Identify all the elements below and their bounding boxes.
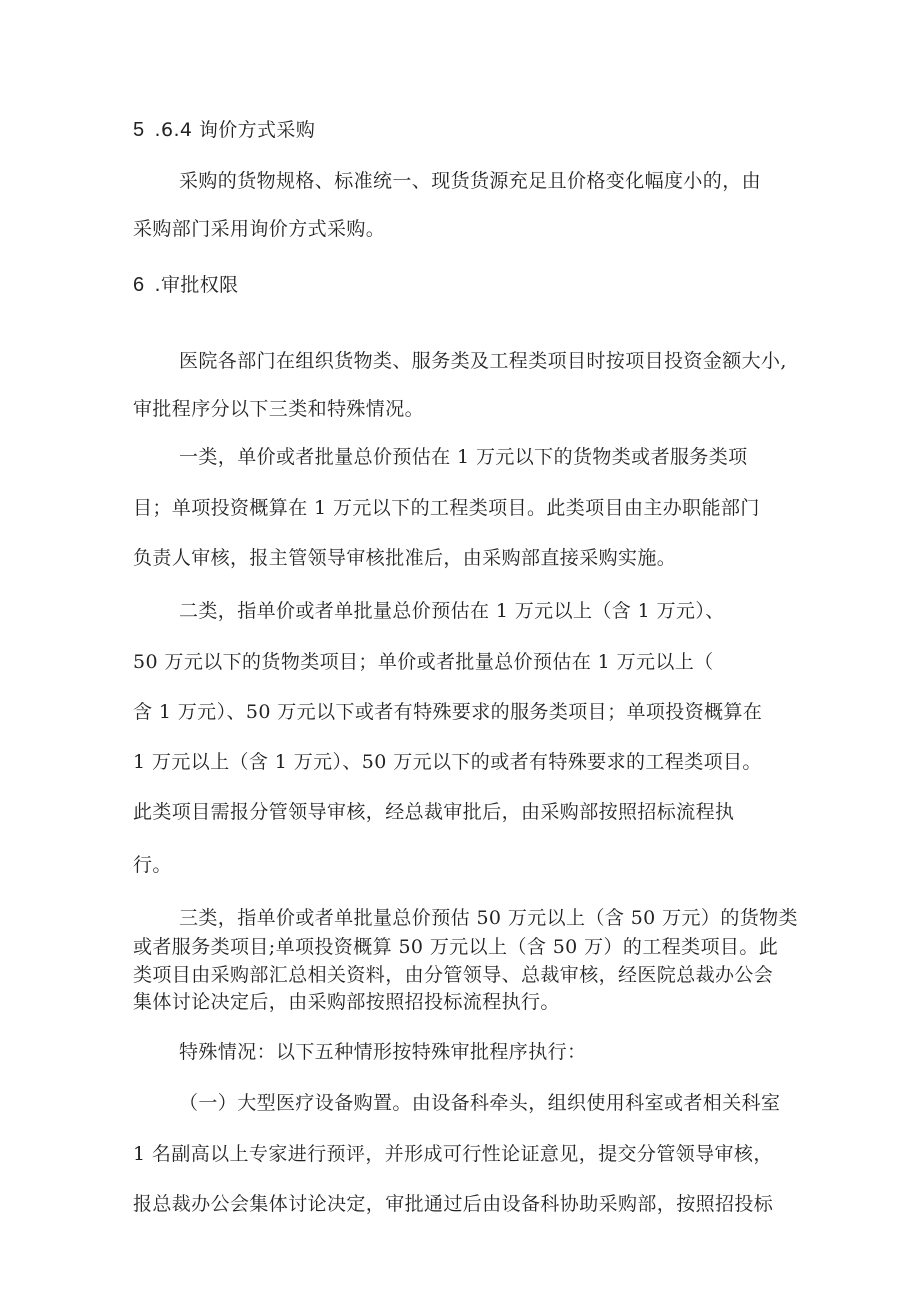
paragraph-line: 或者服务类项目;单项投资概算 50 万元以上（含 50 万）的工程类项目。此 bbox=[133, 936, 779, 958]
paragraph-line: 采购部门采用询价方式采购。 bbox=[133, 218, 386, 240]
paragraph-line: 类项目由采购部汇总相关资料，由分管领导、总裁审核，经医院总裁办公会 bbox=[133, 964, 774, 986]
paragraph-line: 报总裁办公会集体讨论决定，审批通过后由设备科协助采购部，按照招投标 bbox=[133, 1193, 774, 1215]
paragraph-line: 一类，单价或者批量总价预估在 1 万元以下的货物类或者服务类项 bbox=[179, 446, 748, 468]
paragraph-line: （一）大型医疗设备购置。由设备科牵头，组织使用科室或者相关科室 bbox=[179, 1092, 781, 1114]
paragraph-line: 医院各部门在组织货物类、服务类及工程类项目时按项目投资金额大小, bbox=[179, 350, 787, 372]
paragraph-line: 含 1 万元）、50 万元以下或者有特殊要求的服务类项目；单项投资概算在 bbox=[133, 701, 763, 723]
paragraph-line: 目；单项投资概算在 1 万元以下的工程类项目。此类项目由主办职能部门 bbox=[133, 497, 760, 519]
paragraph-line: 1 名副高以上专家进行预评，并形成可行性论证意见，提交分管领导审核， bbox=[133, 1143, 773, 1165]
paragraph-line: 集体讨论决定后，由采购部按照招投标流程执行。 bbox=[133, 991, 560, 1013]
paragraph-line: 三类，指单价或者单批量总价预估 50 万元以上（含 50 万元）的货物类 bbox=[179, 907, 798, 929]
paragraph-line: 行。 bbox=[133, 854, 172, 876]
paragraph-line: 采购的货物规格、标准统一、现货货源充足且价格变化幅度小的，由 bbox=[179, 170, 762, 192]
section-number: 5 bbox=[133, 119, 145, 141]
paragraph-line: 50 万元以下的货物类项目；单价或者批量总价预估在 1 万元以上（ bbox=[133, 651, 714, 673]
paragraph-line: 此类项目需报分管领导审核，经总裁审批后，由采购部按照招标流程执 bbox=[133, 801, 735, 823]
section-number: 6 bbox=[133, 274, 145, 296]
paragraph-line: 特殊情况：以下五种情形按特殊审批程序执行： bbox=[179, 1041, 587, 1063]
section-title: .6.4 询价方式采购 bbox=[154, 119, 316, 141]
section-heading-564 bbox=[133, 118, 315, 142]
paragraph-line: 1 万元以上（含 1 万元）、50 万元以下的或者有特殊要求的工程类项目。 bbox=[133, 751, 762, 773]
section-title: .审批权限 bbox=[154, 274, 239, 296]
section-heading-6 bbox=[133, 273, 239, 297]
paragraph-line: 二类，指单价或者单批量总价预估在 1 万元以上（含 1 万元）、 bbox=[179, 600, 725, 622]
paragraph-line: 负责人审核，报主管领导审核批准后，由采购部直接采购实施。 bbox=[133, 547, 677, 569]
paragraph-line: 审批程序分以下三类和特殊情况。 bbox=[133, 398, 425, 420]
